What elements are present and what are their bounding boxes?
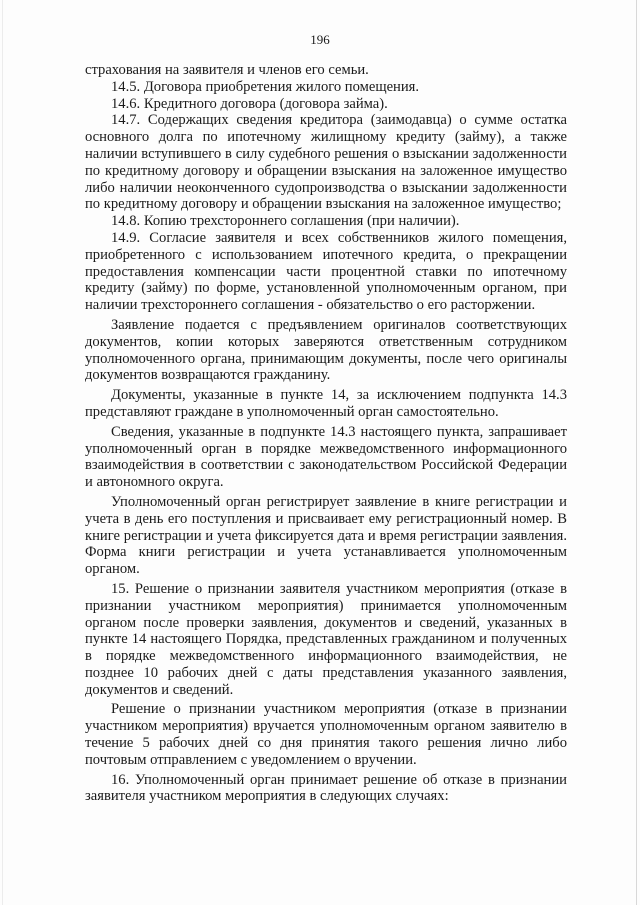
document-body	[85, 62, 567, 805]
paragraph: 14.6. Кредитного договора (договора займа).	[111, 95, 388, 112]
page-edge-left	[2, 0, 3, 905]
paragraph: 14.5. Договора приобретения жилого помещения.	[111, 78, 420, 95]
paragraph: 14.7. Содержащих сведения кредитора (заимодавца) о сумме остатка основного долга по ипотечному жилищному кредиту (займу), а также наличии вступившего в силу судебного решения о взыскании задолженности по кредитному договору и обращении взыскания на заложенное имущество либо наличии неоконченного судопроизводства о взыскании задолженности по кредитному договору и обращении взыскания на заложенное имущество;	[85, 112, 567, 213]
paragraph: 16. Уполномоченный орган принимает решение об отказе в признании заявителя участником мероприятия в следующих случаях:	[85, 771, 567, 805]
paragraph: 14.8. Копию трехстороннего соглашения (при наличии).	[111, 213, 460, 230]
paragraph: Сведения, указанные в подпункте 14.3 настоящего пункта, запрашивает уполномоченный орган в порядке межведомственного информационного взаимодействия в соответствии с законодательством Российской Федерации и автономного округа.	[85, 423, 567, 491]
paragraph: Заявление подается с предъявлением оригиналов соответствующих документов, копии которых заверяются ответственным сотрудником уполномоченного органа, принимающим документы, после чего оригиналы документов возвращаются гражданину.	[85, 316, 567, 384]
paragraph: Документы, указанные в пункте 14, за исключением подпункта 14.3 представляют граждане в уполномоченный орган самостоятельно.	[85, 387, 567, 420]
page-edge-right	[636, 0, 637, 905]
paragraph: 14.9. Согласие заявителя и всех собственников жилого помещения, приобретенного с использованием ипотечного кредита, о прекращении предоставления компенсации части процентной ставки по ипотечному кредиту (займу) по форме, установленной уполномоченным органом, при наличии трехстороннего соглашения - обязательство о его расторжении.	[85, 229, 567, 314]
paragraph: Уполномоченный орган регистрирует заявление в книге регистрации и учета в день его поступления и присваивает ему регистрационный номер. В книге регистрации и учета фиксируется дата и время регистрации заявления. Форма книги регистрации и учета устанавливается уполномоченным органом.	[85, 493, 567, 578]
paragraph: Решение о признании участником мероприятия (отказе в признании участником мероприятия) вручается уполномоченным органом заявителю в течение 5 рабочих дней со дня принятия такого решения лично либо почтовым отправлением с уведомлением о вручении.	[85, 701, 567, 768]
paragraph: страхования на заявителя и членов его семьи.	[85, 62, 369, 78]
paragraph: 15. Решение о признании заявителя участником мероприятия (отказе в признании участником мероприятия) принимается уполномоченным органом после проверки заявления, документов и сведений, указанных в пункте 14 настоящего Порядка, представленных гражданином и полученных в порядке межведомственного информационного взаимодействия, не позднее 10 рабочих дней с даты представления указанного заявления, документов и сведений.	[85, 580, 567, 698]
page-number: 196	[310, 32, 330, 47]
